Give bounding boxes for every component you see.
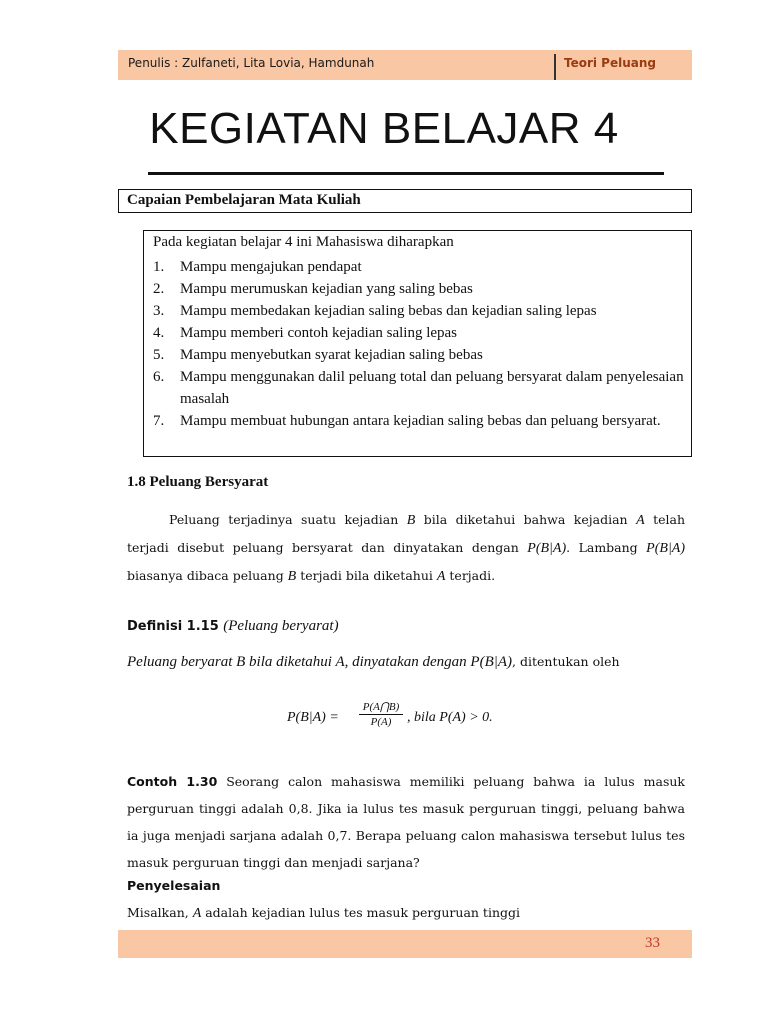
goal-text: Mampu menyebutkan syarat kejadian saling bebas <box>180 347 483 363</box>
math-expression: P(B|A) <box>527 541 567 556</box>
definition-label: Definisi 1.15 <box>127 619 219 634</box>
solution-text <box>127 905 520 922</box>
paragraph-text: . Lambang <box>566 540 647 555</box>
paragraph-text: Peluang terjadinya suatu kejadian <box>169 512 407 527</box>
paragraph-text: telah terjadi disebut peluang bersyarat dan dinyatakan dengan <box>127 512 686 555</box>
definition-title <box>127 618 339 635</box>
page-footer <box>118 930 692 958</box>
title-underline <box>148 172 664 175</box>
solution-text-part: Misalkan, <box>127 905 193 920</box>
section-paragraph <box>127 506 685 590</box>
goal-number: 2. <box>153 281 165 297</box>
page-title: KEGIATAN BELAJAR 4 <box>149 104 619 153</box>
header-divider <box>554 54 556 80</box>
definition-text: , ditentukan oleh <box>512 654 620 669</box>
formula-fraction <box>359 700 403 728</box>
definition-text: Peluang beryarat B bila diketahui A, dinyatakan dengan <box>127 654 471 670</box>
goal-number: 3. <box>153 303 165 319</box>
math-variable: B <box>406 513 416 528</box>
learning-goals-box <box>143 230 692 457</box>
math-variable: A <box>636 513 645 528</box>
goal-text: Mampu mengajukan pendapat <box>180 259 362 275</box>
goal-number: 7. <box>153 413 165 429</box>
cpmk-box <box>118 189 692 213</box>
goal-number: 1. <box>153 259 165 275</box>
paragraph-text: terjadi. <box>445 568 496 583</box>
paragraph-text: bila diketahui bahwa kejadian <box>415 512 637 527</box>
page-header <box>118 50 692 80</box>
goal-number: 6. <box>153 369 165 385</box>
cpmk-label: Capaian Pembelajaran Mata Kuliah <box>127 192 361 208</box>
header-authors: Penulis : Zulfaneti, Lita Lovia, Hamdunah <box>128 56 375 70</box>
math-expression: P(B|A) <box>646 541 685 556</box>
math-variable: A <box>436 569 446 584</box>
solution-label: Penyelesaian <box>127 878 221 893</box>
fraction-denominator: P(A) <box>370 716 392 728</box>
goal-text: Mampu membedakan kejadian saling bebas dan kejadian saling lepas <box>180 303 597 319</box>
fraction-numerator: P(A⋂B) <box>359 700 403 715</box>
goal-text: Mampu menggunakan dalil peluang total dan peluang bersyarat dalam penyelesaian masalah <box>180 369 684 407</box>
definition-body <box>127 648 685 676</box>
goal-number: 5. <box>153 347 165 363</box>
math-variable: A <box>192 906 202 921</box>
example-text: Seorang calon mahasiswa memiliki peluang bahwa ia lulus masuk perguruan tinggi adalah 0,8. Jika ia lulus tes masuk perguruan tinggi, peluang bahwa ia juga menjadi sarjana adalah 0,7. Berapa peluang calon mahasiswa tersebut lulus tes masuk perguruan tinggi dan menjadi sarjana? <box>127 774 685 870</box>
header-topic: Teori Peluang <box>564 56 657 70</box>
formula-lhs: P(B|A) = <box>287 710 339 725</box>
goal-text: Mampu memberi contoh kejadian saling lepas <box>180 325 458 341</box>
math-expression: P(B|A) <box>470 654 513 670</box>
section-heading: 1.8 Peluang Bersyarat <box>127 474 269 490</box>
goal-text: Mampu membuat hubungan antara kejadian saling bebas dan peluang bersyarat. <box>180 413 661 429</box>
example-label: Contoh 1.30 <box>127 774 218 789</box>
paragraph-text: biasanya dibaca peluang <box>127 568 288 583</box>
paragraph-text: terjadi bila diketahui <box>296 568 437 583</box>
goal-number: 4. <box>153 325 165 341</box>
page-number: 33 <box>645 935 660 951</box>
example-paragraph <box>127 768 685 876</box>
goal-text: Mampu merumuskan kejadian yang saling bebas <box>180 281 473 297</box>
math-variable: B <box>287 569 297 584</box>
formula-condition: , bila P(A) > 0. <box>407 710 493 725</box>
solution-text-part: adalah kejadian lulus tes masuk perguruan tinggi <box>201 905 520 920</box>
definition-name: (Peluang beryarat) <box>223 618 339 634</box>
goals-intro: Pada kegiatan belajar 4 ini Mahasiswa diharapkan <box>153 234 454 250</box>
